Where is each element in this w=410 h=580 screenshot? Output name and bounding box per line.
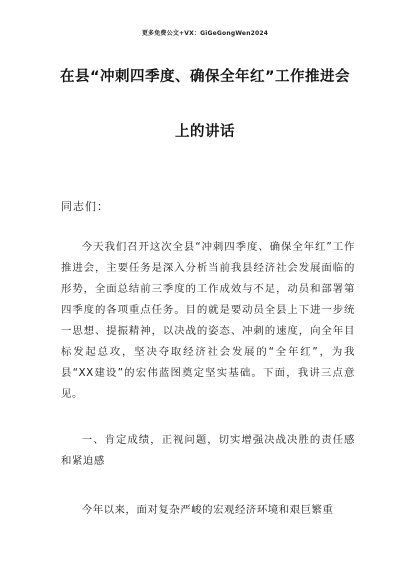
document-title-line-1: 在县“冲刺四季度、确保全年红”工作推进会 (59, 69, 351, 85)
document-title-line-2: 上的讲话 (175, 124, 235, 140)
header-note: 更多免费公文+VX：GiGeGongWen2024 (141, 30, 269, 37)
paragraph-intro: 今天我们召开这次全县“冲刺四季度、确保全年红”工作推进会，主要任务是深入分析当前我县经济社会发展面临的形势，全面总结前三季度的工作成效与不足，动员和部署第四季度的各项重点任务。目的就是要动员全县上下进一步统一思想、提振精神，以决战的姿态、冲刺的速度，向全年目标发起总攻，坚决夺取经济社会发展的“全年红”，为我县“XX建设”的宏伟蓝图奠定坚实基础。下面，我讲三点意见。 (61, 241, 355, 400)
paragraph-section-1: 今年以来，面对复杂严峻的宏观经济环境和艰巨繁重 (81, 504, 334, 516)
section-heading-1: 一、肯定成绩，正视问题，切实增强决战决胜的责任感和紧迫感 (61, 434, 355, 467)
salutation: 同志们： (61, 200, 109, 213)
